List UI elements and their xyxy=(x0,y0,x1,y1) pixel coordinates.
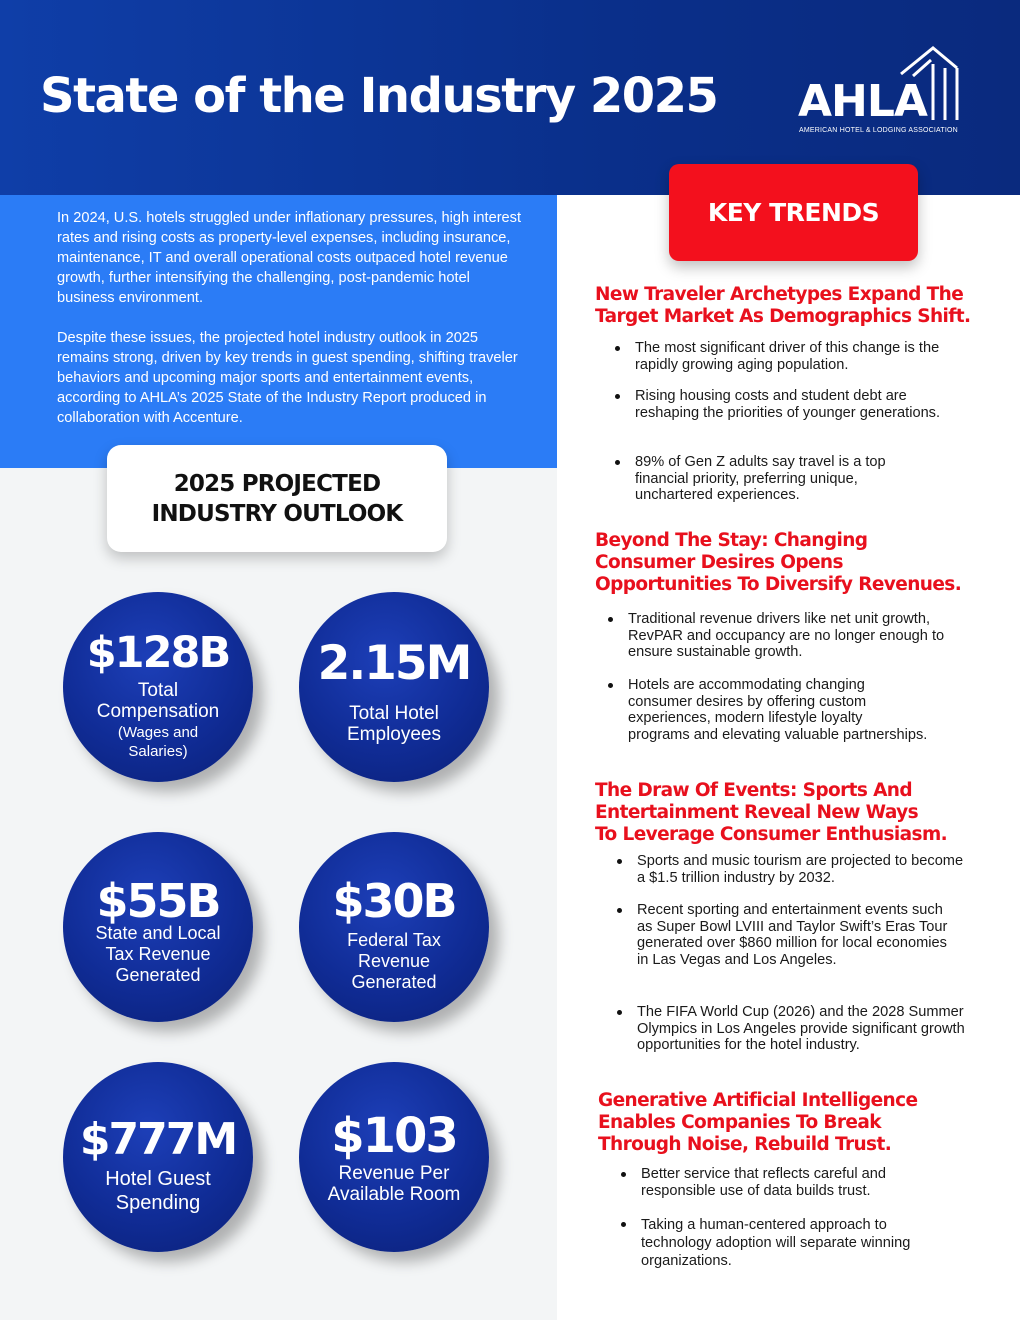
outlook-card xyxy=(107,445,447,552)
stat-value: $128B xyxy=(86,628,230,678)
stat-label: State and Local Tax Revenue Generated xyxy=(95,923,221,985)
trend-heading: Beyond The Stay: Changing Consumer Desires Opens Opportunities To Diversify Revenues. xyxy=(595,530,962,595)
trend-bullet: The most significant driver of this change is the rapidly growing aging population. xyxy=(635,340,965,373)
logo-subtitle: AMERICAN HOTEL & LODGING ASSOCIATION xyxy=(799,127,958,134)
stat-hotel-employees xyxy=(299,592,489,782)
trend-bullet: The FIFA World Cup (2026) and the 2028 Summer Olympics in Los Angeles provide significant growth opportunities for the hotel industry. xyxy=(637,1004,967,1054)
key-trends-badge xyxy=(669,164,918,261)
trend-bullet: Recent sporting and entertainment events such as Super Bowl LVIII and Taylor Swift’s Eras Tour generated over $860 million for local economies in Las Vegas and Los Angeles. xyxy=(637,902,962,968)
trend-bullet: Sports and music tourism are projected to become a $1.5 trillion industry by 2032. xyxy=(637,853,972,886)
outlook-title: 2025 PROJECTED INDUSTRY OUTLOOK xyxy=(151,470,403,527)
trend-bullet: Hotels are accommodating changing consumer desires by offering custom experiences, modern lifestyle loyalty programs and elevating valuable partnerships. xyxy=(628,677,928,743)
stat-label: Hotel Guest Spending xyxy=(105,1168,211,1214)
intro-paragraph-1: In 2024, U.S. hotels struggled under inflationary pressures, high interest rates and rising costs as property-level expenses, including insurance, maintenance, IT and overall operational costs outpaced hotel revenue growth, further intensifying the challenging, post-pandemic hotel business environment. xyxy=(57,210,522,306)
stat-value: $103 xyxy=(331,1108,457,1164)
stat-value: $30B xyxy=(332,874,456,928)
page-title: State of the Industry 2025 xyxy=(40,68,718,124)
stat-total-compensation xyxy=(63,592,253,782)
stat-federal-tax xyxy=(299,832,489,1022)
stat-label: Total Compensation xyxy=(96,680,220,722)
trend-bullet: Traditional revenue drivers like net unit growth, RevPAR and occupancy are no longer enough to ensure sustainable growth. xyxy=(628,611,978,661)
ahla-logo xyxy=(798,42,968,138)
stat-state-local-tax xyxy=(63,832,253,1022)
trend-heading: New Traveler Archetypes Expand The Target Market As Demographics Shift. xyxy=(595,284,971,327)
trend-bullet: 89% of Gen Z adults say travel is a top financial priority, preferring unique, unchartered experiences. xyxy=(635,454,935,504)
trend-bullet: Taking a human-centered approach to technology adoption will separate winning organizations. xyxy=(641,1216,961,1270)
stat-label: Total Hotel Employees xyxy=(347,703,441,745)
stat-sublabel: (Wages and Salaries) xyxy=(117,724,199,760)
stat-label: Revenue Per Available Room xyxy=(327,1163,461,1205)
stat-guest-spending xyxy=(63,1062,253,1252)
trend-heading: The Draw Of Events: Sports And Entertainment Reveal New Ways To Leverage Consumer Enthusiasm. xyxy=(595,780,948,845)
trend-heading: Generative Artificial Intelligence Enables Companies To Break Through Noise, Rebuild Trust. xyxy=(598,1090,918,1155)
stat-value: $55B xyxy=(96,874,220,928)
trend-bullet: Rising housing costs and student debt are reshaping the priorities of younger generations. xyxy=(635,388,960,421)
logo-wordmark: AHLA xyxy=(798,76,927,127)
intro-paragraph-2: Despite these issues, the projected hotel industry outlook in 2025 remains strong, driven by key trends in guest spending, shifting traveler behaviors and upcoming major sports and entertainment events, according to AHLA’s 2025 State of the Industry Report produced in collaboration with Accenture. xyxy=(57,330,518,426)
stat-revpar xyxy=(299,1062,489,1252)
stat-value: 2.15M xyxy=(317,636,471,691)
stat-value: $777M xyxy=(79,1114,237,1165)
key-trends-label: KEY TRENDS xyxy=(707,198,880,227)
stat-label: Federal Tax Revenue Generated xyxy=(347,930,441,992)
trend-bullet: Better service that reflects careful and responsible use of data builds trust. xyxy=(641,1166,961,1199)
